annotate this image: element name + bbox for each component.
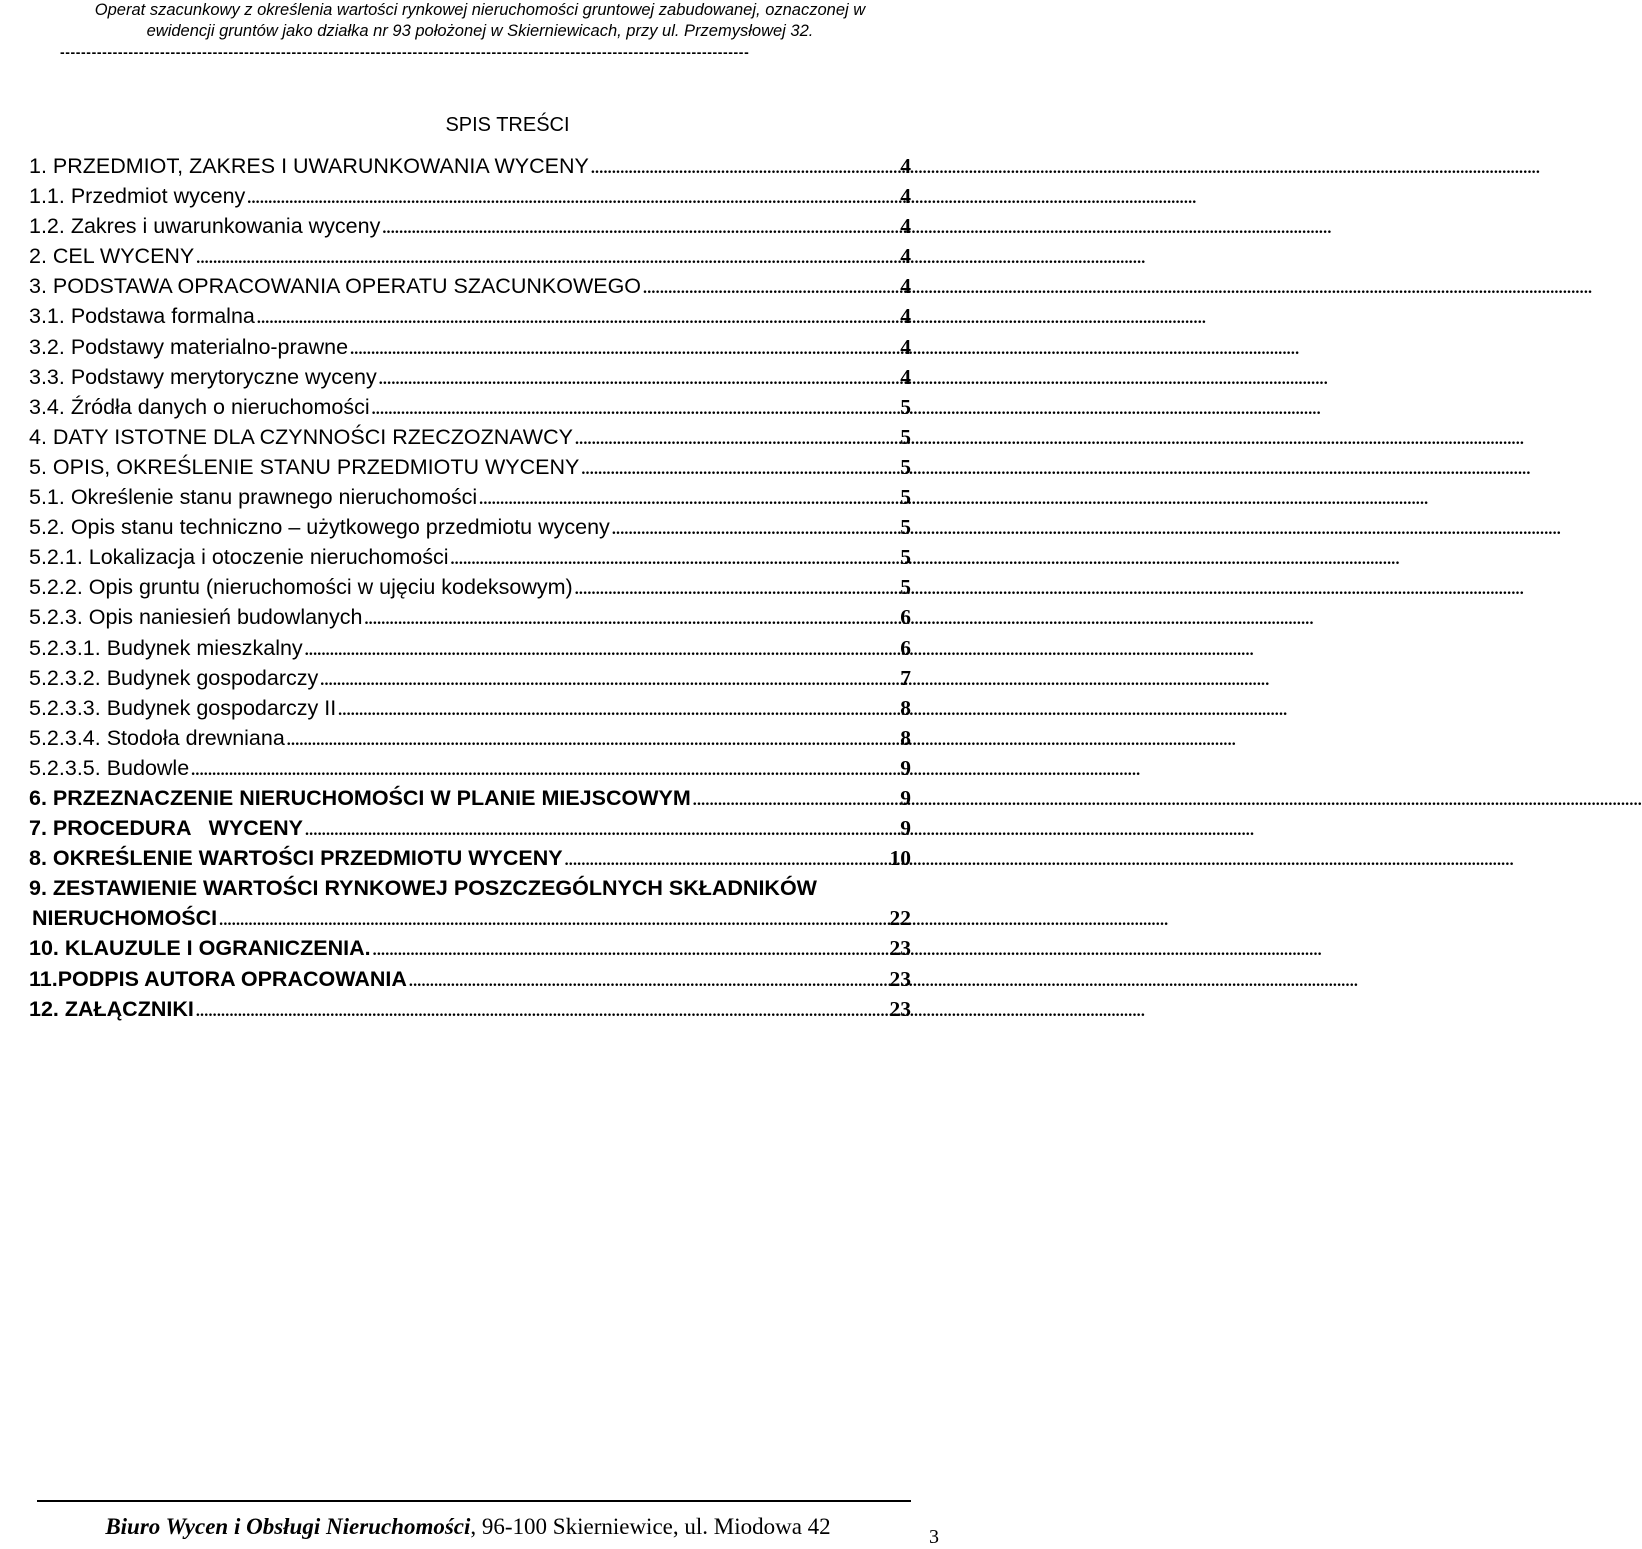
- toc-entry-text: 7. PROCEDURA WYCENY: [29, 816, 303, 841]
- toc-entry-text: 5.2.1. Lokalizacja i otoczenie nieruchomości: [29, 545, 449, 570]
- toc-page-number: 8: [900, 695, 911, 720]
- toc-page-number: 6: [900, 635, 911, 660]
- toc-page-number: 7: [900, 665, 911, 690]
- toc-entry-5-2-3-3[interactable]: [29, 693, 911, 723]
- toc-page-number: 9: [900, 785, 911, 810]
- toc-entry-text-continued: NIERUCHOMOŚCI: [32, 906, 218, 931]
- toc-entry-text: 5.2.3.4. Stodoła drewniana: [29, 725, 285, 750]
- toc-entry-text: 5.2. Opis stanu techniczno – użytkowego przedmiotu wyceny: [29, 515, 610, 540]
- document-header: [0, 0, 960, 42]
- toc-entry-5-2-3-5[interactable]: [29, 753, 911, 783]
- toc-page-number: 23: [889, 996, 911, 1021]
- toc-entry-9[interactable]: [29, 873, 911, 933]
- toc-leader-dots: [191, 756, 898, 786]
- toc-entry-text: 3.2. Podstawy materialno-prawne: [29, 334, 349, 359]
- toc-page-number: 5: [900, 485, 911, 510]
- toc-leader-dots: [219, 906, 887, 936]
- toc-leader-dots: [196, 997, 888, 1027]
- toc-page-number: 4: [900, 184, 911, 209]
- toc-entry-text: 1.2. Zakres i uwarunkowania wyceny: [29, 214, 381, 239]
- toc-page-number: 4: [900, 154, 911, 178]
- toc-entry-12[interactable]: [29, 994, 911, 1024]
- toc-page-number: 6: [900, 605, 911, 630]
- toc-entry-text: 11.PODPIS AUTORA OPRACOWANIA: [29, 966, 407, 991]
- toc-leader-dots: [382, 214, 898, 244]
- toc-entry-text: 10. KLAUZULE I OGRANICZENIA.: [29, 936, 371, 961]
- header-separator: -----------------------------------------------------------------------------------------------------------------------------------: [60, 44, 750, 60]
- toc-entry-text: 4. DATY ISTOTNE DLA CZYNNOŚCI RZECZOZNAWCY: [29, 424, 573, 449]
- toc-leader-dots: [247, 184, 898, 214]
- toc-leader-dots: [257, 304, 898, 334]
- toc-entry-text: 2. CEL WYCENY: [29, 244, 195, 269]
- toc-leader-dots: [287, 726, 898, 756]
- header-line-1: Operat szacunkowy z określenia wartości rynkowej nieruchomości gruntowej zabudowanej, oznaczonej w: [94, 1, 866, 19]
- toc-page-number: 22: [889, 906, 911, 931]
- toc-entry-1-1[interactable]: [29, 181, 911, 211]
- toc-leader-dots: [581, 455, 898, 485]
- table-of-contents: [29, 151, 911, 1024]
- toc-leader-dots: [479, 485, 898, 515]
- toc-entry-text: 1.1. Przedmiot wyceny: [29, 184, 246, 209]
- toc-entry-5-2-3[interactable]: [29, 602, 911, 632]
- toc-entry-text: 5.2.3.5. Budowle: [29, 755, 190, 780]
- toc-entry-1[interactable]: [29, 151, 911, 181]
- toc-page-number: 5: [900, 454, 911, 479]
- footer-address: , 96-100 Skierniewice, ul. Miodowa 42: [470, 1514, 831, 1539]
- toc-entry-5-2-3-4[interactable]: [29, 723, 911, 753]
- toc-entry-5-2[interactable]: [29, 512, 911, 542]
- toc-entry-text: 5.2.3.2. Budynek gospodarczy: [29, 665, 319, 690]
- toc-entry-text: 12. ZAŁĄCZNIKI: [29, 996, 194, 1021]
- toc-leader-dots: [373, 936, 888, 966]
- toc-page-number: 23: [889, 966, 911, 991]
- toc-entry-1-2[interactable]: [29, 211, 911, 241]
- toc-page-number: 5: [900, 424, 911, 449]
- toc-entry-6[interactable]: [29, 783, 911, 813]
- toc-page-number: 4: [900, 214, 911, 239]
- toc-leader-dots: [575, 575, 899, 605]
- toc-entry-text: 5.2.3. Opis naniesień budowlanych: [29, 605, 363, 630]
- toc-leader-dots: [575, 425, 898, 455]
- toc-page-number: 23: [889, 936, 911, 961]
- toc-entry-text: 3. PODSTAWA OPRACOWANIA OPERATU SZACUNKOWEGO: [29, 274, 642, 299]
- toc-entry-text: 5.1. Określenie stanu prawnego nieruchomości: [29, 485, 478, 510]
- toc-entry-5-2-3-1[interactable]: [29, 633, 911, 663]
- footer-divider: [37, 1500, 911, 1502]
- toc-entry-3-2[interactable]: [29, 332, 911, 362]
- toc-page-number: 4: [900, 334, 911, 359]
- toc-entry-10[interactable]: [29, 933, 911, 963]
- toc-leader-dots: [379, 365, 899, 395]
- toc-leader-dots: [305, 816, 898, 846]
- page-number: 3: [929, 1526, 939, 1548]
- toc-leader-dots: [320, 666, 898, 696]
- toc-entry-5-2-3-2[interactable]: [29, 663, 911, 693]
- toc-entry-7[interactable]: [29, 813, 911, 843]
- toc-entry-text: 1. PRZEDMIOT, ZAKRES I UWARUNKOWANIA WYCENY: [29, 154, 589, 178]
- toc-entry-text: 3.4. Źródła danych o nieruchomości: [29, 394, 370, 419]
- toc-leader-dots: [372, 395, 899, 425]
- toc-page-number: 5: [900, 545, 911, 570]
- toc-page-number: 5: [900, 515, 911, 540]
- toc-entry-3-4[interactable]: [29, 392, 911, 422]
- toc-leader-dots: [693, 786, 898, 816]
- toc-entry-5[interactable]: [29, 452, 911, 482]
- toc-entry-text: 8. OKREŚLENIE WARTOŚCI PRZEDMIOTU WYCENY: [29, 846, 563, 871]
- footer-firm-name: Biuro Wycen i Obsługi Nieruchomości: [105, 1514, 471, 1539]
- toc-entry-text: 5.2.3.1. Budynek mieszkalny: [29, 635, 303, 660]
- toc-entry-text: 5. OPIS, OKREŚLENIE STANU PRZEDMIOTU WYCENY: [29, 454, 580, 479]
- toc-entry-4[interactable]: [29, 422, 911, 452]
- toc-page-number: 5: [900, 394, 911, 419]
- header-line-2: ewidencji gruntów jako działka nr 93 położonej w Skierniewicach, przy ul. Przemysłowej 32.: [146, 22, 814, 40]
- toc-entry-text: 3.3. Podstawy merytoryczne wyceny: [29, 364, 377, 389]
- toc-leader-dots: [612, 515, 898, 545]
- toc-page-number: 9: [900, 816, 911, 841]
- toc-entry-11[interactable]: [29, 964, 911, 994]
- toc-entry-8[interactable]: [29, 843, 911, 873]
- toc-entry-3-3[interactable]: [29, 362, 911, 392]
- toc-page-number: 4: [900, 274, 911, 299]
- toc-leader-dots: [305, 636, 899, 666]
- toc-entry-5-1[interactable]: [29, 482, 911, 512]
- toc-leader-dots: [364, 605, 898, 635]
- toc-page-number: 9: [900, 755, 911, 780]
- toc-leader-dots: [409, 967, 888, 997]
- toc-leader-dots: [338, 696, 898, 726]
- toc-entry-text: 5.2.2. Opis gruntu (nieruchomości w ujęciu kodeksowym): [29, 575, 573, 600]
- toc-entry-5-2-2[interactable]: [29, 572, 911, 602]
- toc-entry-text: 3.1. Podstawa formalna: [29, 304, 255, 329]
- document-footer: [0, 1514, 960, 1540]
- toc-leader-dots: [565, 846, 888, 876]
- toc-leader-dots: [643, 274, 898, 304]
- toc-entry-3-1[interactable]: [29, 301, 911, 331]
- toc-entry-5-2-1[interactable]: [29, 542, 911, 572]
- toc-entry-3[interactable]: [29, 271, 911, 301]
- toc-page-number: 4: [900, 364, 911, 389]
- toc-entry-text: 5.2.3.3. Budynek gospodarczy II: [29, 695, 337, 720]
- toc-entry-text: 9. ZESTAWIENIE WARTOŚCI RYNKOWEJ POSZCZEGÓLNYCH SKŁADNIKÓW: [29, 876, 817, 901]
- toc-leader-dots: [350, 335, 898, 365]
- toc-page-number: 5: [900, 575, 911, 600]
- toc-entry-text: 6. PRZEZNACZENIE NIERUCHOMOŚCI W PLANIE MIEJSCOWYM: [29, 785, 691, 810]
- toc-leader-dots: [591, 154, 898, 184]
- toc-entry-2[interactable]: [29, 241, 911, 271]
- toc-page-number: 4: [900, 244, 911, 269]
- toc-page-number: 8: [900, 725, 911, 750]
- toc-title: SPIS TREŚCI: [445, 114, 570, 136]
- toc-leader-dots: [450, 545, 898, 575]
- toc-leader-dots: [196, 244, 898, 274]
- toc-page-number: 10: [889, 846, 911, 871]
- toc-page-number: 4: [900, 304, 911, 329]
